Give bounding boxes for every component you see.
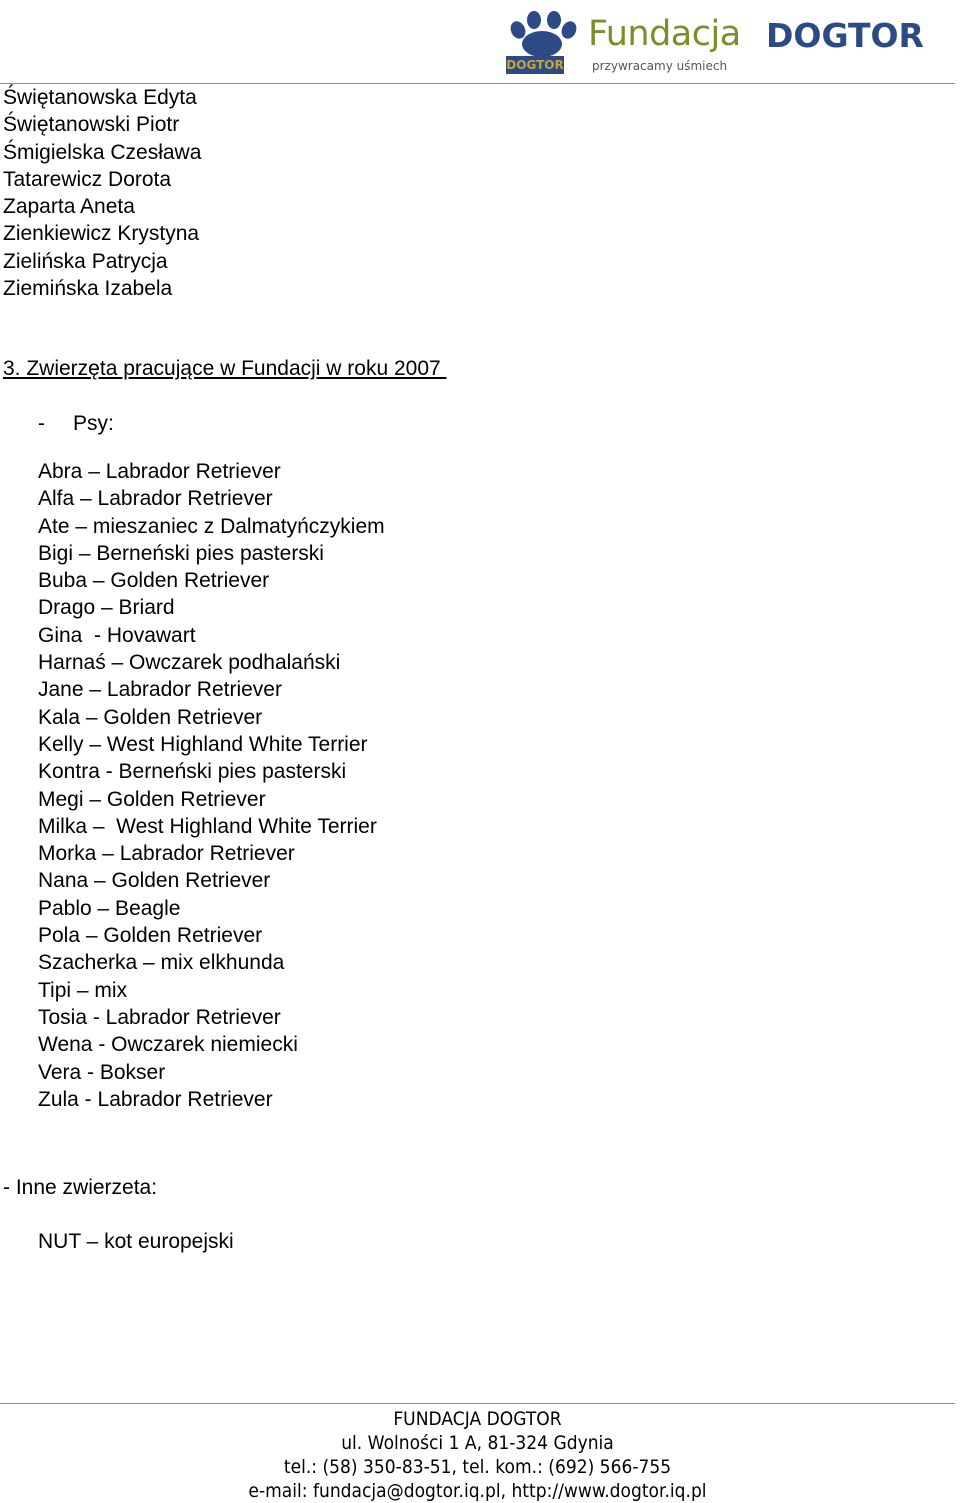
dogs-list: [38, 458, 385, 1113]
list-item: Pola – Golden Retriever: [38, 924, 263, 948]
list-item: Tatarewicz Dorota: [3, 167, 172, 191]
page-footer: [48, 1407, 908, 1503]
list-item: Harnaś – Owczarek podhalański: [38, 651, 341, 675]
list-item: Drago – Briard: [38, 596, 175, 620]
list-item: Vera - Bokser: [38, 1060, 166, 1084]
footer-org: FUNDACJA DOGTOR: [393, 1408, 562, 1430]
logo-brand: DOGTOR: [766, 16, 924, 55]
list-item: Śmigielska Czesława: [3, 140, 202, 164]
logo-badge: DOGTOR: [506, 58, 564, 72]
list-item: Alfa – Labrador Retriever: [38, 487, 273, 511]
list-item: Megi – Golden Retriever: [38, 787, 266, 811]
list-item: Jane – Labrador Retriever: [38, 678, 282, 702]
list-item: Zaparta Aneta: [3, 195, 135, 219]
list-item: Zienkiewicz Krystyna: [3, 222, 200, 246]
list-item: Milka – West Highland White Terrier: [38, 814, 377, 838]
list-item: Wena - Owczarek niemiecki: [38, 1033, 298, 1057]
list-item: Pablo – Beagle: [38, 896, 181, 920]
footer-phones: tel.: (58) 350-83-51, tel. kom.: (692) 566-755: [283, 1456, 672, 1478]
footer-contact: e-mail: fundacja@dogtor.iq.pl, http://www.dogtor.iq.pl: [248, 1480, 707, 1502]
other-animals-label: - Inne zwierzeta:: [3, 1176, 158, 1199]
list-item: Ate – mieszaniec z Dalmatyńczykiem: [38, 514, 385, 538]
paw-icon: [498, 10, 588, 60]
fundacja-dogtor-logo: [498, 10, 954, 82]
list-item: Nana – Golden Retriever: [38, 869, 271, 893]
dogs-label-text: Psy:: [73, 412, 114, 435]
list-item: Buba – Golden Retriever: [38, 569, 270, 593]
dogs-label: [38, 412, 114, 436]
logo-tagline: przywracamy uśmiech: [592, 59, 728, 73]
dogs-dash: -: [38, 412, 45, 435]
section-heading: 3. Zwierzęta pracujące w Fundacji w roku 2007: [3, 357, 447, 380]
list-item: Tipi – mix: [38, 978, 128, 1002]
list-item: Kelly – West Highland White Terrier: [38, 732, 368, 756]
logo-name: Fundacja: [588, 14, 741, 54]
page-header: [0, 0, 960, 84]
list-item: Kala – Golden Retriever: [38, 705, 263, 729]
list-item: Świętanowski Piotr: [3, 113, 180, 137]
list-item: Zielińska Patrycja: [3, 249, 168, 273]
volunteer-names-list: [3, 84, 201, 302]
list-item: Ziemińska Izabela: [3, 277, 173, 301]
list-item: Bigi – Berneński pies pasterski: [38, 541, 324, 565]
list-item: Abra – Labrador Retriever: [38, 460, 281, 483]
list-item: Świętanowska Edyta: [3, 86, 197, 109]
other-animal-item: NUT – kot europejski: [38, 1230, 234, 1253]
list-item: Morka – Labrador Retriever: [38, 842, 295, 866]
list-item: Zula - Labrador Retriever: [38, 1087, 273, 1111]
footer-divider: [0, 1403, 955, 1404]
footer-address: ul. Wolności 1 A, 81-324 Gdynia: [341, 1432, 614, 1454]
list-item: Szacherka – mix elkhunda: [38, 951, 285, 975]
list-item: Kontra - Berneński pies pasterski: [38, 760, 347, 784]
list-item: Tosia - Labrador Retriever: [38, 1005, 281, 1029]
list-item: Gina - Hovawart: [38, 623, 196, 647]
